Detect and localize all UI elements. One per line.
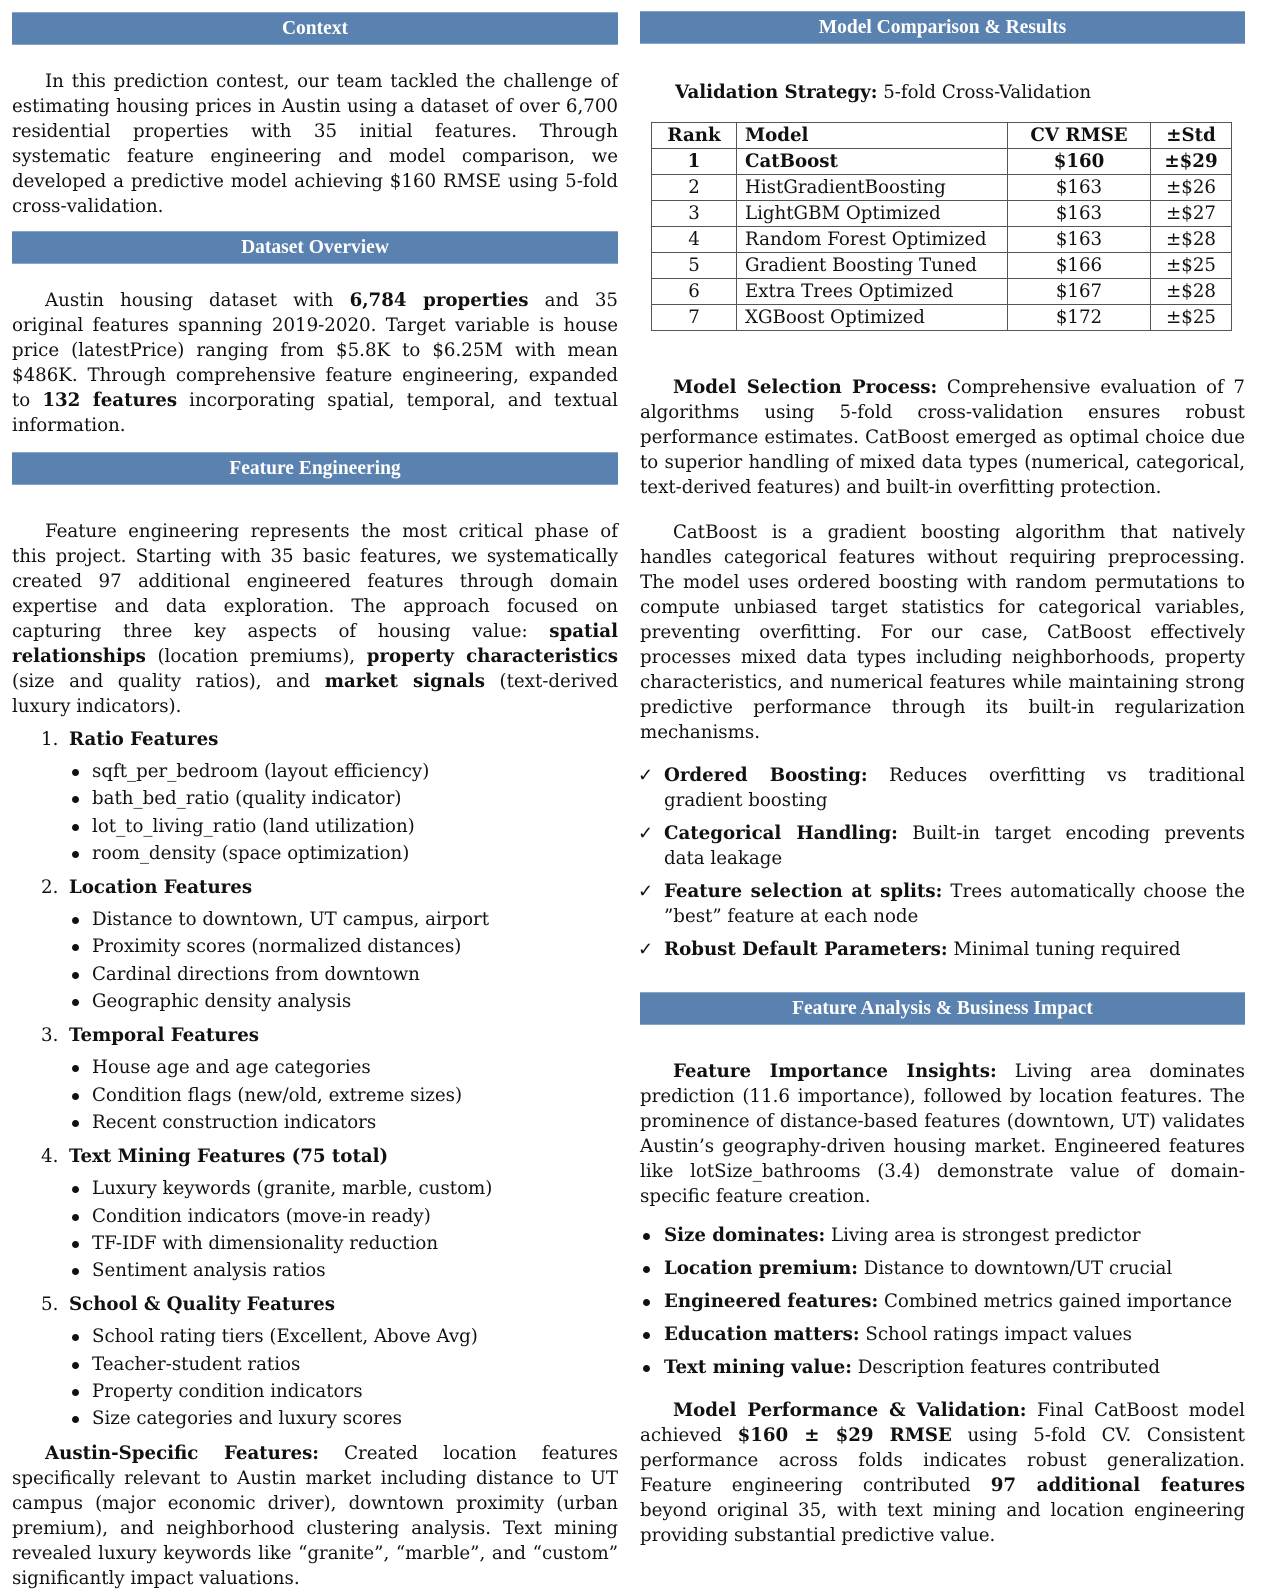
- list-item: ✓ Ordered Boosting: Reduces overfitting vs traditional gradient boosting: [638, 765, 1246, 811]
- list-item: room_density (space optimization): [70, 840, 618, 867]
- list-item: Engineered features: Combined metrics gained importance: [640, 1285, 1245, 1318]
- feature-group: [12, 1144, 618, 1284]
- cell-std: ±$26: [1151, 175, 1232, 201]
- list-item: sqft_per_bedroom (layout efficiency): [70, 758, 618, 785]
- cell-rmse: $160: [1008, 149, 1151, 175]
- group-title: Ratio Features: [69, 729, 219, 750]
- cell-model: HistGradientBoosting: [737, 175, 1008, 201]
- cell-std: ±$28: [1151, 279, 1232, 305]
- cell-std: ±$27: [1151, 201, 1232, 227]
- list-item: lot_to_living_ratio (land utilization): [70, 813, 618, 840]
- list-item: Recent construction indicators: [70, 1109, 618, 1136]
- section-header-dataset-overview: Dataset Overview: [12, 231, 618, 264]
- cell-rank: 5: [652, 253, 737, 279]
- cell-std: ±$25: [1151, 305, 1232, 331]
- list-item: ✓ Categorical Handling: Built-in target encoding prevents data leakage: [638, 823, 1245, 869]
- group-number: 1.: [41, 729, 59, 750]
- list-item: Proximity scores (normalized distances): [70, 933, 618, 960]
- table-row: [652, 201, 1232, 227]
- group-title: Text Mining Features (75 total): [69, 1146, 389, 1168]
- list-item: Text mining value: Description features contributed: [640, 1351, 1245, 1384]
- cell-rmse: $166: [1008, 253, 1151, 279]
- group-items: [12, 1175, 618, 1284]
- checkmark-icon: ✓: [638, 939, 654, 960]
- group-number: 2.: [41, 877, 59, 899]
- list-item: School rating tiers (Excellent, Above Avg): [70, 1323, 618, 1350]
- catboost-description-paragraph: CatBoost is a gradient boosting algorithm that natively handles categorical features without requiring preprocessing. The model uses ordered boosting with random permutations to compute unbiased target statistics for categorical variables, preventing overfitting. For our case, CatBoost effectively processes mixed data types including neighborhoods, property characteristics, and numerical features while maintaining strong predictive performance through its built-in regularization mechanisms.: [640, 522, 1245, 743]
- group-title: School & Quality Features: [69, 1294, 335, 1316]
- section-header-model-comparison: Model Comparison & Results: [640, 11, 1245, 44]
- table-row: [652, 227, 1232, 253]
- col-header-model: Model: [737, 123, 1008, 149]
- cell-rmse: $163: [1008, 227, 1151, 253]
- cell-rmse: $163: [1008, 175, 1151, 201]
- dataset-paragraph: Austin housing dataset with 6,784 properties and 35 original features spanning 2019-2020. Target variable is house price (latestPrice) ranging from $5.8K to $6.25M with mean $486K. Through comprehensive feature engineering, expanded to 132 features incorporating spatial, temporal, and textual information.: [12, 290, 619, 436]
- table-row: [652, 279, 1232, 305]
- checkmark-icon: ✓: [638, 823, 654, 844]
- model-results-table: [651, 122, 1232, 331]
- col-header-cv-rmse: CV RMSE: [1008, 123, 1151, 149]
- validation-strategy: Validation Strategy: 5-fold Cross-Validation: [675, 82, 1092, 103]
- cell-model: LightGBM Optimized: [737, 201, 1008, 227]
- table-row: [652, 305, 1232, 331]
- feature-group: [12, 1292, 618, 1432]
- cell-std: ±$29: [1151, 149, 1232, 175]
- list-item: Size dominates: Living area is strongest predictor: [640, 1219, 1245, 1252]
- list-item: ✓ Robust Default Parameters: Minimal tuning required: [638, 939, 1181, 960]
- list-item: Distance to downtown, UT campus, airport: [70, 906, 618, 933]
- list-item: Luxury keywords (granite, marble, custom): [70, 1175, 618, 1202]
- section-header-feature-analysis: Feature Analysis & Business Impact: [640, 992, 1245, 1025]
- feature-groups-list: [12, 727, 618, 1433]
- feature-group: [12, 1023, 618, 1136]
- cell-model: Random Forest Optimized: [737, 227, 1008, 253]
- cell-rmse: $163: [1008, 201, 1151, 227]
- cell-model: XGBoost Optimized: [737, 305, 1008, 331]
- cell-rmse: $167: [1008, 279, 1151, 305]
- group-number: 3.: [41, 1025, 59, 1047]
- table-header-row: [652, 123, 1232, 149]
- list-item: Cardinal directions from downtown: [70, 961, 618, 988]
- cell-std: ±$25: [1151, 253, 1232, 279]
- cell-model: CatBoost: [737, 149, 1008, 175]
- list-item: Condition flags (new/old, extreme sizes): [70, 1082, 618, 1109]
- cell-model: Gradient Boosting Tuned: [737, 253, 1008, 279]
- group-items: [12, 1323, 618, 1432]
- list-item: TF-IDF with dimensionality reduction: [70, 1230, 618, 1257]
- group-items: [12, 1054, 618, 1136]
- cell-rank: 7: [652, 305, 737, 331]
- list-item: House age and age categories: [70, 1054, 618, 1081]
- table-row: [652, 175, 1232, 201]
- model-selection-paragraph: Model Selection Process: Comprehensive evaluation of 7 algorithms using 5-fold cross-validation ensures robust performance estimates. CatBoost emerged as optimal choice due to superior handling of mixed data types (numerical, categorical, text-derived features) and built-in overfitting protection.: [640, 377, 1246, 498]
- list-item: Geographic density analysis: [70, 988, 618, 1015]
- list-item: Size categories and luxury scores: [70, 1405, 618, 1432]
- group-number: 5.: [41, 1294, 59, 1316]
- austin-specific-paragraph: Austin-Specific Features: Created location features specifically relevant to Austin market including distance to UT campus (major economic driver), downtown proximity (urban premium), and neighborhood clustering analysis. Text mining revealed luxury keywords like “granite”, “marble”, and “custom” significantly impact valuations.: [12, 1442, 619, 1589]
- list-item: ✓ Feature selection at splits: Trees automatically choose the ”best” feature at each node: [638, 881, 1245, 927]
- feature-importance-paragraph: Feature Importance Insights: Living area dominates prediction (11.6 importance), followed by location features. The prominence of distance-based features (downtown, UT) validates Austin’s geography-driven housing market. Engineered features like lotSize_bathrooms (3.4) demonstrate value of domain-specific feature creation.: [640, 1061, 1245, 1207]
- group-items: [12, 758, 618, 867]
- cell-std: ±$28: [1151, 227, 1232, 253]
- business-impact-list: [640, 1219, 1245, 1384]
- feature-engineering-paragraph: Feature engineering represents the most critical phase of this project. Starting with 35 basic features, we systematically created 97 additional engineered features through domain expertise and data exploration. The approach focused on capturing three key aspects of housing value: spatial relationships (location premiums), property characteristics (size and quality ratios), and market signals (text-derived luxury indicators).: [12, 521, 619, 717]
- list-item: Location premium: Distance to downtown/UT crucial: [640, 1252, 1245, 1285]
- model-performance-paragraph: Model Performance & Validation: Final CatBoost model achieved $160 ± $29 RMSE using 5-fold CV. Consistent performance across folds indicates robust generalization. Feature engineering contributed 97 additional features beyond original 35, with text mining and location engineering providing substantial predictive value.: [640, 1400, 1245, 1546]
- section-header-feature-engineering: Feature Engineering: [12, 452, 618, 485]
- cell-rank: 3: [652, 201, 737, 227]
- cell-rank: 1: [652, 149, 737, 175]
- context-paragraph: In this prediction contest, our team tackled the challenge of estimating housing prices in Austin using a dataset of over 6,700 residential properties with 35 initial features. Through systematic feature engineering and model comparison, we developed a predictive model achieving $160 RMSE using 5-fold cross-validation.: [12, 71, 618, 217]
- list-item: Sentiment analysis ratios: [70, 1257, 618, 1284]
- cell-rmse: $172: [1008, 305, 1151, 331]
- section-header-context: Context: [12, 12, 618, 45]
- feature-group: [12, 727, 618, 867]
- feature-group: [12, 875, 618, 1015]
- cell-model: Extra Trees Optimized: [737, 279, 1008, 305]
- col-header-std: ±Std: [1151, 123, 1232, 149]
- list-item: Property condition indicators: [70, 1378, 618, 1405]
- cell-rank: 4: [652, 227, 737, 253]
- list-item: Condition indicators (move-in ready): [70, 1203, 618, 1230]
- right-column: [640, 0, 1245, 1548]
- checkmark-icon: ✓: [638, 765, 654, 786]
- group-title: Location Features: [69, 877, 253, 899]
- table-row: [652, 253, 1232, 279]
- cell-rank: 6: [652, 279, 737, 305]
- group-items: [12, 906, 618, 1015]
- list-item: Teacher-student ratios: [70, 1351, 618, 1378]
- checkmark-icon: ✓: [638, 881, 654, 902]
- list-item: Education matters: School ratings impact values: [640, 1318, 1245, 1351]
- catboost-advantages-list: [640, 763, 1245, 962]
- cell-rank: 2: [652, 175, 737, 201]
- group-number: 4.: [41, 1146, 59, 1168]
- list-item: bath_bed_ratio (quality indicator): [70, 785, 618, 812]
- group-title: Temporal Features: [69, 1025, 260, 1047]
- col-header-rank: Rank: [652, 123, 737, 149]
- left-column: [12, 0, 618, 1591]
- table-row: [652, 149, 1232, 175]
